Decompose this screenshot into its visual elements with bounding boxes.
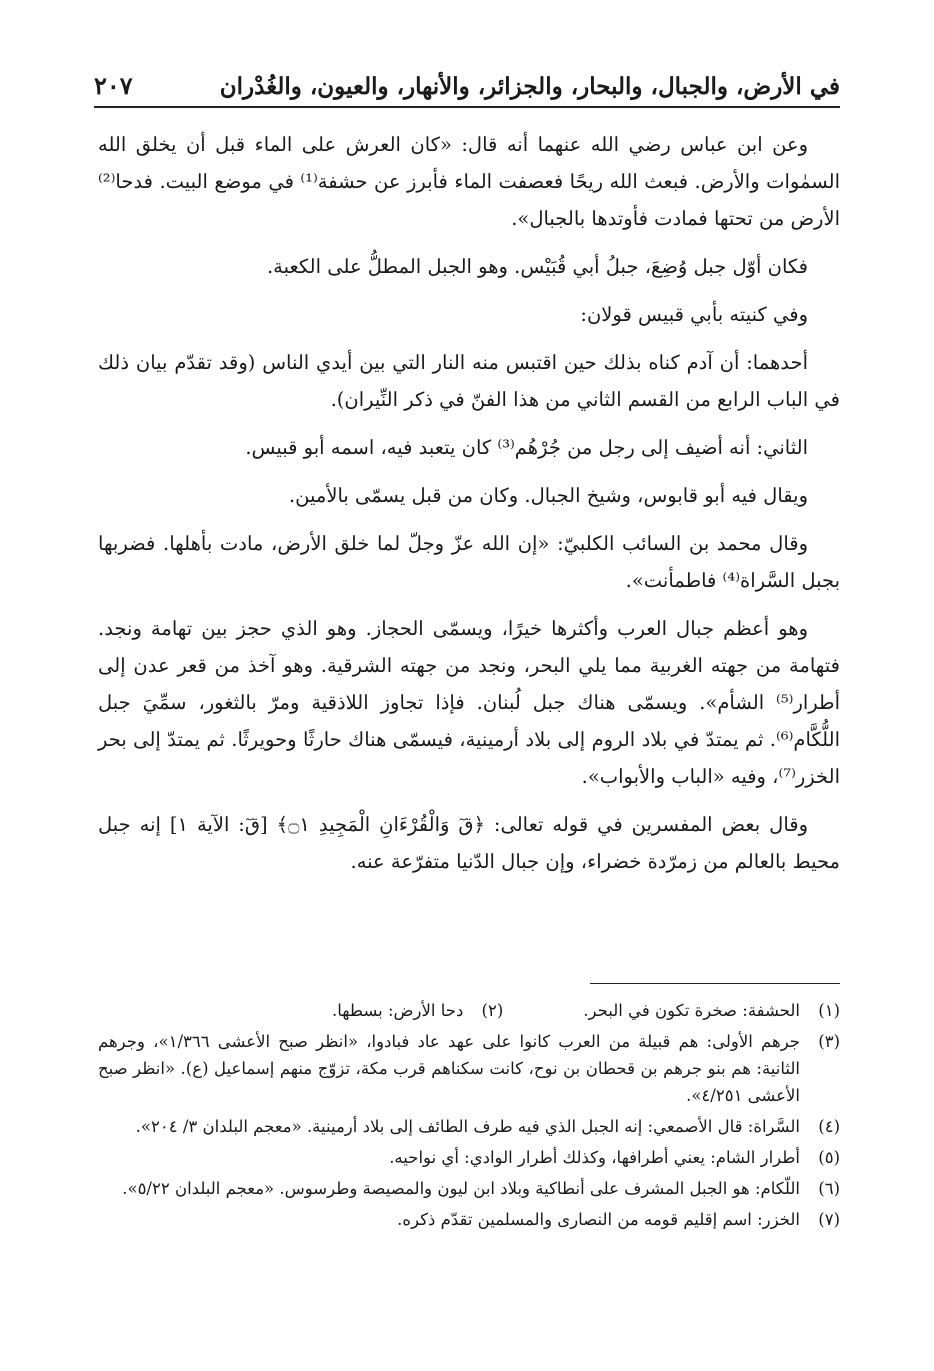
footnotes bbox=[98, 997, 840, 1237]
page-header bbox=[94, 64, 840, 108]
paragraph: وهو أعظم جبال العرب وأكثرها خيرًا، ويسمّى الحجاز. وهو الذي حجز بين تهامة ونجد. فتهامة من جهته الغربية مما يلي البحر، ونجد من جهته الشرقية. وهو آخذ من قعر عدن إلى أطرار⁽⁵⁾ الشأم». ويسمّى هناك جبل لُبنان. فإذا تجاوز اللاذقية ومرّ بالثغور، سمِّيَ جبل اللُّكَّام⁽⁶⁾. ثم يمتدّ في بلاد الروم إلى بلاد أرمينية، فيسمّى هناك حارثًا وحويرثًا. ثم يمتدّ إلى بحر الخزر⁽⁷⁾، وفيه «الباب والأبواب». bbox=[98, 617, 840, 788]
footnote-number: (٥) bbox=[818, 1148, 840, 1167]
running-title: في الأرض، والجبال، والبحار، والجزائر، والأنهار، والعيون، والغُدْران bbox=[219, 73, 840, 100]
footnote-number: (٤) bbox=[818, 1117, 840, 1136]
footnote-text: السَّراة: قال الأصمعي: إنه الجبل الذي فيه طرف الطائف إلى بلاد أرمينية. «معجم البلدان ٣/ ٢٠٤». bbox=[135, 1117, 800, 1136]
paragraph: وقال بعض المفسرين في قوله تعالى: ﴿قٓ وَالْقُرْءَانِ الْمَجِيدِ ۝١﴾ [قٓ: الآية ١] إنه جبل محيط بالعالم من زمرّدة خضراء، وإن جبال الدّنيا متفرّعة عنه. bbox=[98, 813, 840, 873]
footnote-number: (٣) bbox=[818, 1032, 840, 1051]
footnote bbox=[98, 1175, 840, 1202]
footnote-row bbox=[98, 997, 840, 1028]
paragraph: فكان أوّل جبل وُضِعَ، جبلُ أبي قُبَيْس. وهو الجبل المطلُّ على الكعبة. bbox=[266, 255, 808, 278]
footnote-text: اللّكام: هو الجبل المشرف على أنطاكية وبلاد ابن ليون والمصيصة وطرسوس. «معجم البلدان ٥/٢٢». bbox=[122, 1179, 800, 1198]
paragraph: وعن ابن عباس رضي الله عنهما أنه قال: «كان العرش على الماء قبل أن يخلق الله السمٰوات والأرض. فبعث الله ريحًا فعصفت الماء فأبرز عن حشفة⁽¹⁾ في موضع البيت. فدحا⁽²⁾ الأرض من تحتها فمادت فأوتدها بالجبال». bbox=[98, 133, 840, 230]
footnote-number: (٦) bbox=[818, 1179, 840, 1198]
main-text bbox=[98, 126, 840, 891]
footnote-text: جرهم الأولى: هم قبيلة من العرب كانوا على عهد عاد فبادوا، «انظر صبح الأعشى ١/٣٦٦»، وجرهم الثانية: هم بنو جرهم بن قحطان بن نوح، كانت سكناهم قرب مكة، تزوّج منهم إسماعيل (ع). «انظر صبح الأعشى ٤/٢٥١». bbox=[98, 1032, 800, 1105]
paragraph: ويقال فيه أبو قابوس، وشيخ الجبال. وكان من قبل يسمّى بالأمين. bbox=[288, 484, 808, 507]
paragraph: الثاني: أنه أضيف إلى رجل من جُرْهُم⁽³⁾ كان يتعبد فيه، اسمه أبو قبيس. bbox=[245, 436, 808, 459]
footnote-number: (٧) bbox=[818, 1210, 840, 1229]
footnote bbox=[332, 997, 503, 1024]
footnote-divider bbox=[590, 983, 840, 984]
paragraph: وفي كنيته بأبي قبيس قولان: bbox=[580, 303, 808, 326]
footnote bbox=[98, 1113, 840, 1140]
footnote-number: (١) bbox=[818, 1001, 840, 1020]
paragraph: أحدهما: أن آدم كناه بذلك حين اقتبس منه النار التي بين أيدي الناس (وقد تقدّم بيان ذلك في الباب الرابع من القسم الثاني من هذا الفنّ في ذكر النِّيران). bbox=[98, 351, 840, 411]
footnote bbox=[583, 997, 840, 1024]
page-number: ٢٠٧ bbox=[94, 71, 133, 100]
footnote-text: دحا الأرض: بسطها. bbox=[332, 1001, 464, 1020]
footnote bbox=[98, 1206, 840, 1233]
paragraph: وقال محمد بن السائب الكلبيّ: «إن الله عزّ وجلّ لما خلق الأرض، مادت بأهلها. فضربها بجبل السَّراة⁽⁴⁾ فاطمأنت». bbox=[98, 532, 840, 592]
footnote bbox=[98, 1144, 840, 1171]
footnote-text: الحشفة: صخرة تكون في البحر. bbox=[583, 1001, 800, 1020]
footnote-number: (٢) bbox=[481, 1001, 504, 1020]
footnote-text: أطرار الشام: يعني أطرافها، وكذلك أطرار الوادي: أي نواحيه. bbox=[389, 1148, 800, 1167]
footnote bbox=[98, 1028, 840, 1109]
footnote-text: الخزر: اسم إقليم قومه من النصارى والمسلمين تقدّم ذكره. bbox=[397, 1210, 800, 1229]
